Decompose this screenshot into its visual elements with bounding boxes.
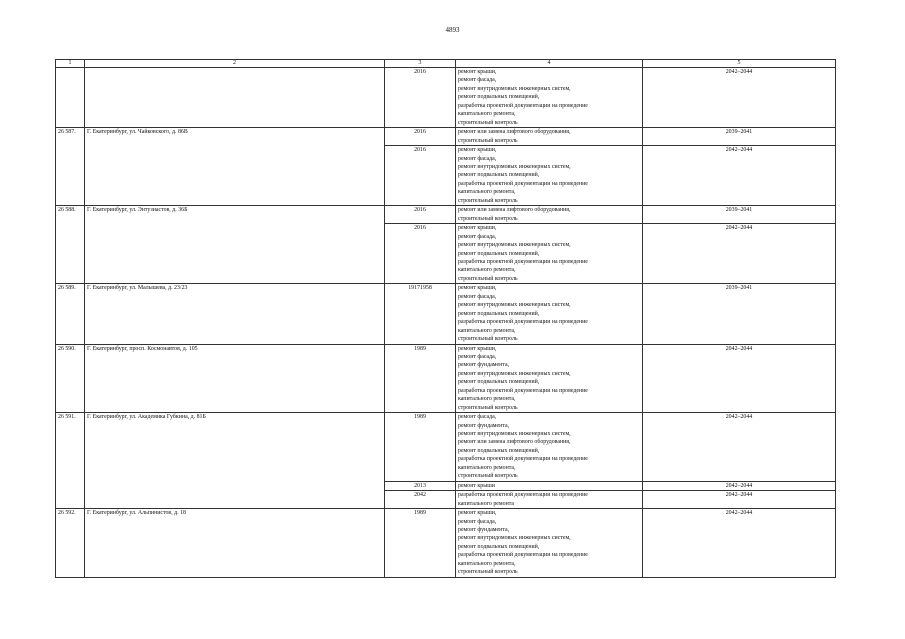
work-item: строительный контроль xyxy=(458,119,518,126)
period-cell: 2039–2041 xyxy=(643,128,836,146)
work-item: ремонт подвальных помещений, xyxy=(458,543,540,550)
work-item: ремонт или замена лифтового оборудования, xyxy=(458,129,571,136)
row-number: 26 590. xyxy=(56,344,85,413)
year-cell: 2016 xyxy=(385,206,456,224)
work-item: строительный контроль xyxy=(458,215,518,222)
work-item: капитального ремонта, xyxy=(458,267,516,274)
address-cell xyxy=(85,68,385,128)
work-item: разработка проектной документации на проведение xyxy=(458,387,588,394)
work-item: разработка проектной документации на проведение xyxy=(458,180,588,187)
work-item: ремонт крыши, xyxy=(458,510,497,517)
works-cell xyxy=(456,509,643,578)
work-item: ремонт подвальных помещений, xyxy=(458,172,540,179)
column-header-4: 4 xyxy=(456,60,643,68)
row-number: 26 588. xyxy=(56,206,85,284)
period-cell: 2042–2044 xyxy=(643,413,836,482)
works-cell xyxy=(456,224,643,284)
works-cell xyxy=(456,413,643,482)
column-header-3: 3 xyxy=(385,60,456,68)
period-cell: 2039–2041 xyxy=(643,284,836,344)
work-item: ремонт фасада, xyxy=(458,233,497,240)
work-item: капитального ремонта, xyxy=(458,396,516,403)
work-item: строительный контроль xyxy=(458,404,518,411)
work-item: строительный контроль xyxy=(458,137,518,144)
work-item: ремонт внутридомовых инженерных систем, xyxy=(458,242,571,249)
year-cell: 2016 xyxy=(385,224,456,284)
row-number: 26 591. xyxy=(56,413,85,509)
work-item: строительный контроль xyxy=(458,336,518,343)
work-item: ремонт крыши, xyxy=(458,69,497,75)
work-item: разработка проектной документации на проведение xyxy=(458,552,588,559)
works-cell xyxy=(456,481,643,490)
table-row xyxy=(56,128,836,146)
work-item: ремонт подвальных помещений, xyxy=(458,379,540,386)
period-cell: 2042–2044 xyxy=(643,491,836,509)
work-item: ремонт фасада, xyxy=(458,77,497,84)
work-item: ремонт внутридомовых инженерных систем, xyxy=(458,370,571,377)
work-item: капитального ремонта, xyxy=(458,189,516,196)
address-cell: Г. Екатеринбург, ул. Альпинистов, д. 18 xyxy=(85,509,385,578)
capital-repair-table xyxy=(55,59,836,578)
work-item: строительный контроль xyxy=(458,569,518,576)
year-cell: 1989 xyxy=(385,413,456,482)
work-item: разработка проектной документации на проведение xyxy=(458,492,588,499)
work-item: ремонт фасада, xyxy=(458,518,497,525)
address-cell: Г. Екатеринбург, ул. Чайковского, д. 86В xyxy=(85,128,385,206)
work-item: капитального ремонта, xyxy=(458,327,516,334)
work-item: ремонт внутридомовых инженерных систем, xyxy=(458,163,571,170)
works-cell xyxy=(456,206,643,224)
work-item: ремонт подвальных помещений, xyxy=(458,94,540,101)
column-header-1: 1 xyxy=(56,60,85,68)
work-item: строительный контроль xyxy=(458,473,518,480)
work-item: разработка проектной документации на проведение xyxy=(458,258,588,265)
header-row xyxy=(56,60,836,68)
column-header-2: 2 xyxy=(85,60,385,68)
work-item: ремонт крыши, xyxy=(458,225,497,232)
address-cell: Г. Екатеринбург, ул. Энтузиастов, д. 36Б xyxy=(85,206,385,284)
work-item: ремонт фундамента, xyxy=(458,422,510,429)
work-item: капитального ремонта, xyxy=(458,464,516,471)
work-item: разработка проектной документации на проведение xyxy=(458,456,588,463)
work-item: ремонт подвальных помещений, xyxy=(458,447,540,454)
period-cell: 2042–2044 xyxy=(643,146,836,206)
period-cell: 2042–2044 xyxy=(643,509,836,578)
work-item: разработка проектной документации на проведение xyxy=(458,102,588,109)
table-row xyxy=(56,68,836,128)
year-cell: 2042 xyxy=(385,491,456,509)
work-item: ремонт фасада, xyxy=(458,155,497,162)
year-cell: 1989 xyxy=(385,509,456,578)
column-header-5: 5 xyxy=(643,60,836,68)
works-cell xyxy=(456,68,643,128)
works-cell xyxy=(456,128,643,146)
work-item: ремонт крыши, xyxy=(458,285,497,292)
work-item: ремонт крыши, xyxy=(458,147,497,154)
table-row xyxy=(56,344,836,413)
work-item: ремонт фасада, xyxy=(458,293,497,300)
row-number xyxy=(56,68,85,128)
work-item: ремонт или замена лифтового оборудования, xyxy=(458,207,571,214)
year-cell: 2013 xyxy=(385,481,456,490)
period-cell: 2042–2044 xyxy=(643,481,836,490)
row-number: 26 589. xyxy=(56,284,85,344)
work-item: ремонт внутридомовых инженерных систем, xyxy=(458,535,571,542)
work-item: капитального ремонта, xyxy=(458,111,516,118)
period-cell: 2042–2044 xyxy=(643,224,836,284)
work-item: ремонт подвальных помещений, xyxy=(458,310,540,317)
work-item: разработка проектной документации на проведение xyxy=(458,319,588,326)
work-item: строительный контроль xyxy=(458,275,518,282)
work-item: ремонт внутридомовых инженерных систем, xyxy=(458,302,571,309)
table-row xyxy=(56,509,836,578)
address-cell: Г. Екатеринбург, ул. Малышева, д. 23/23 xyxy=(85,284,385,344)
period-cell: 2039–2041 xyxy=(643,206,836,224)
year-cell: 1989 xyxy=(385,344,456,413)
year-cell: 19171958 xyxy=(385,284,456,344)
work-item: ремонт фундамента, xyxy=(458,527,510,534)
work-item: ремонт крыши, xyxy=(458,345,497,352)
year-cell: 2016 xyxy=(385,68,456,128)
work-item: ремонт фасада, xyxy=(458,353,497,360)
table-row xyxy=(56,206,836,224)
work-item: капитального ремонта, xyxy=(458,560,516,567)
row-number: 26 592. xyxy=(56,509,85,578)
work-item: ремонт крыши xyxy=(458,482,495,489)
work-item: капитального ремонта xyxy=(458,500,514,507)
year-cell: 2016 xyxy=(385,146,456,206)
works-cell xyxy=(456,146,643,206)
period-cell: 2042–2044 xyxy=(643,344,836,413)
address-cell: Г. Екатеринбург, ул. Академика Губкина, д. 81Б xyxy=(85,413,385,509)
work-item: строительный контроль xyxy=(458,197,518,204)
year-cell: 2016 xyxy=(385,128,456,146)
table-row xyxy=(56,284,836,344)
work-item: ремонт фасада, xyxy=(458,414,497,421)
work-item: ремонт внутридомовых инженерных систем, xyxy=(458,431,571,438)
page-number: 4893 xyxy=(445,26,460,34)
work-item: ремонт фундамента, xyxy=(458,362,510,369)
work-item: ремонт подвальных помещений, xyxy=(458,250,540,257)
works-cell xyxy=(456,491,643,509)
row-number: 26 587. xyxy=(56,128,85,206)
address-cell: Г. Екатеринбург, просп. Космонавтов, д. 105 xyxy=(85,344,385,413)
works-cell xyxy=(456,344,643,413)
table-row xyxy=(56,413,836,482)
work-item: ремонт или замена лифтового оборудования, xyxy=(458,439,571,446)
works-cell xyxy=(456,284,643,344)
work-item: ремонт внутридомовых инженерных систем, xyxy=(458,85,571,92)
period-cell: 2042–2044 xyxy=(643,68,836,128)
